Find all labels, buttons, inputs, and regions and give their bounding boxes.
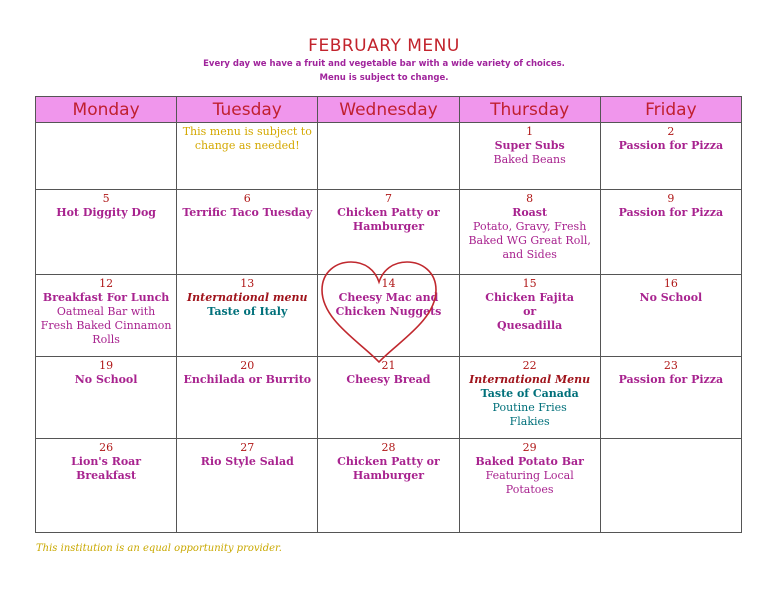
menu-item-line: Oatmeal Bar with <box>56 305 156 318</box>
menu-item-line: Baked Potato Bar <box>475 455 584 468</box>
day-cell <box>318 439 459 533</box>
menu-item-line: Passion for Pizza <box>618 206 724 219</box>
day-number: 20 <box>240 359 255 372</box>
menu-item-line: and Sides <box>502 248 557 261</box>
menu-item-line: Enchilada or Burrito <box>183 373 312 386</box>
day-cell <box>318 190 459 275</box>
menu-item-line: No School <box>639 291 703 304</box>
day-number: 7 <box>384 192 392 205</box>
menu-item-line: Chicken Patty or <box>337 455 440 468</box>
day-number: 16 <box>663 277 678 290</box>
menu-item-line: International Menu <box>469 373 591 386</box>
weekday-friday: Friday <box>600 97 741 123</box>
day-cell <box>177 439 318 533</box>
menu-item-line: Cheesy Mac and <box>338 291 439 304</box>
menu-item-line: Hamburger <box>352 220 425 233</box>
day-cell <box>318 275 459 357</box>
day-cell <box>600 190 741 275</box>
day-number: 2 <box>667 125 675 138</box>
menu-item-line: Taste of Italy <box>207 305 288 318</box>
weekday-monday: Monday <box>36 97 177 123</box>
day-cell <box>459 123 600 190</box>
menu-item-line: Quesadilla <box>497 319 563 332</box>
week-row <box>36 190 742 275</box>
day-cell <box>177 123 318 190</box>
day-cell <box>177 357 318 439</box>
menu-item-line: Taste of Canada <box>480 387 579 400</box>
day-cell <box>459 357 600 439</box>
menu-item-line: Breakfast For Lunch <box>42 291 170 304</box>
menu-item-line: Passion for Pizza <box>618 139 724 152</box>
day-cell <box>36 275 177 357</box>
day-cell <box>36 123 177 190</box>
day-number: 29 <box>522 441 537 454</box>
day-number: 13 <box>240 277 255 290</box>
weekday-tuesday: Tuesday <box>177 97 318 123</box>
day-cell <box>318 123 459 190</box>
day-number: 28 <box>381 441 396 454</box>
menu-item-line: Featuring Local Potatoes <box>485 469 574 496</box>
day-number: 23 <box>663 359 678 372</box>
subtitle-subject-to-change: Menu is subject to change. <box>319 73 449 83</box>
day-cell <box>600 275 741 357</box>
weekday-header-row <box>36 97 742 123</box>
menu-item-line: Poutine Fries <box>492 401 567 414</box>
menu-item-line: Fresh Baked Cinnamon <box>40 319 172 332</box>
week-row <box>36 123 742 190</box>
day-number: 8 <box>526 192 534 205</box>
day-number: 27 <box>240 441 255 454</box>
menu-item-line: No School <box>74 373 138 386</box>
menu-item-line: Passion for Pizza <box>618 373 724 386</box>
menu-item-line: Chicken Patty or <box>337 206 440 219</box>
day-number: 26 <box>99 441 114 454</box>
menu-calendar <box>35 96 742 533</box>
menu-item-line: Flakies <box>509 415 550 428</box>
menu-item-line: Lion's Roar <box>71 455 142 468</box>
day-number: 9 <box>667 192 675 205</box>
day-cell <box>36 439 177 533</box>
menu-item-line: Rio Style Salad <box>200 455 294 468</box>
menu-item-line: Hamburger <box>352 469 425 482</box>
day-cell <box>459 190 600 275</box>
menu-item-line: Baked WG Great Roll, <box>468 234 591 247</box>
menu-item-line: Chicken Nuggets <box>335 305 442 318</box>
week-row <box>36 275 742 357</box>
day-number: 1 <box>526 125 534 138</box>
day-number: 6 <box>243 192 251 205</box>
weekday-wednesday: Wednesday <box>318 97 459 123</box>
menu-item-line: Cheesy Bread <box>346 373 431 386</box>
day-number: 19 <box>99 359 114 372</box>
menu-item-line: This menu is subject to <box>182 125 312 138</box>
menu-item-line: Roast <box>512 206 548 219</box>
day-number: 22 <box>522 359 537 372</box>
day-cell <box>36 190 177 275</box>
week-row <box>36 357 742 439</box>
page-title: FEBRUARY MENU <box>308 36 460 56</box>
menu-item-line: Chicken Fajita <box>485 291 575 304</box>
weekday-thursday: Thursday <box>459 97 600 123</box>
day-cell <box>459 439 600 533</box>
week-row <box>36 439 742 533</box>
day-cell <box>177 275 318 357</box>
menu-item-line: Super Subs <box>494 139 565 152</box>
footer-equal-opportunity: This institution is an equal opportunity provider. <box>36 543 282 554</box>
menu-item-line: Breakfast <box>76 469 137 482</box>
menu-item-line: International menu <box>187 291 308 304</box>
day-cell <box>600 439 741 533</box>
day-cell <box>600 357 741 439</box>
day-number: 21 <box>381 359 396 372</box>
day-number: 14 <box>381 277 396 290</box>
subtitle-fruit-bar: Every day we have a fruit and vegetable bar with a wide variety of choices. <box>203 59 565 69</box>
day-cell <box>459 275 600 357</box>
day-cell <box>177 190 318 275</box>
menu-item-line: Potato, Gravy, Fresh <box>473 220 587 233</box>
day-cell <box>36 357 177 439</box>
menu-item-line: Hot Diggity Dog <box>56 206 156 219</box>
menu-item-line: Terrific Taco Tuesday <box>182 206 313 219</box>
day-number: 5 <box>102 192 110 205</box>
day-cell <box>600 123 741 190</box>
day-number: 15 <box>522 277 537 290</box>
menu-item-line: change as needed! <box>194 139 300 152</box>
menu-item-line: or <box>523 305 537 318</box>
menu-item-line: Rolls <box>92 333 120 346</box>
day-cell <box>318 357 459 439</box>
day-number: 12 <box>99 277 114 290</box>
menu-item-line: Baked Beans <box>493 153 566 166</box>
